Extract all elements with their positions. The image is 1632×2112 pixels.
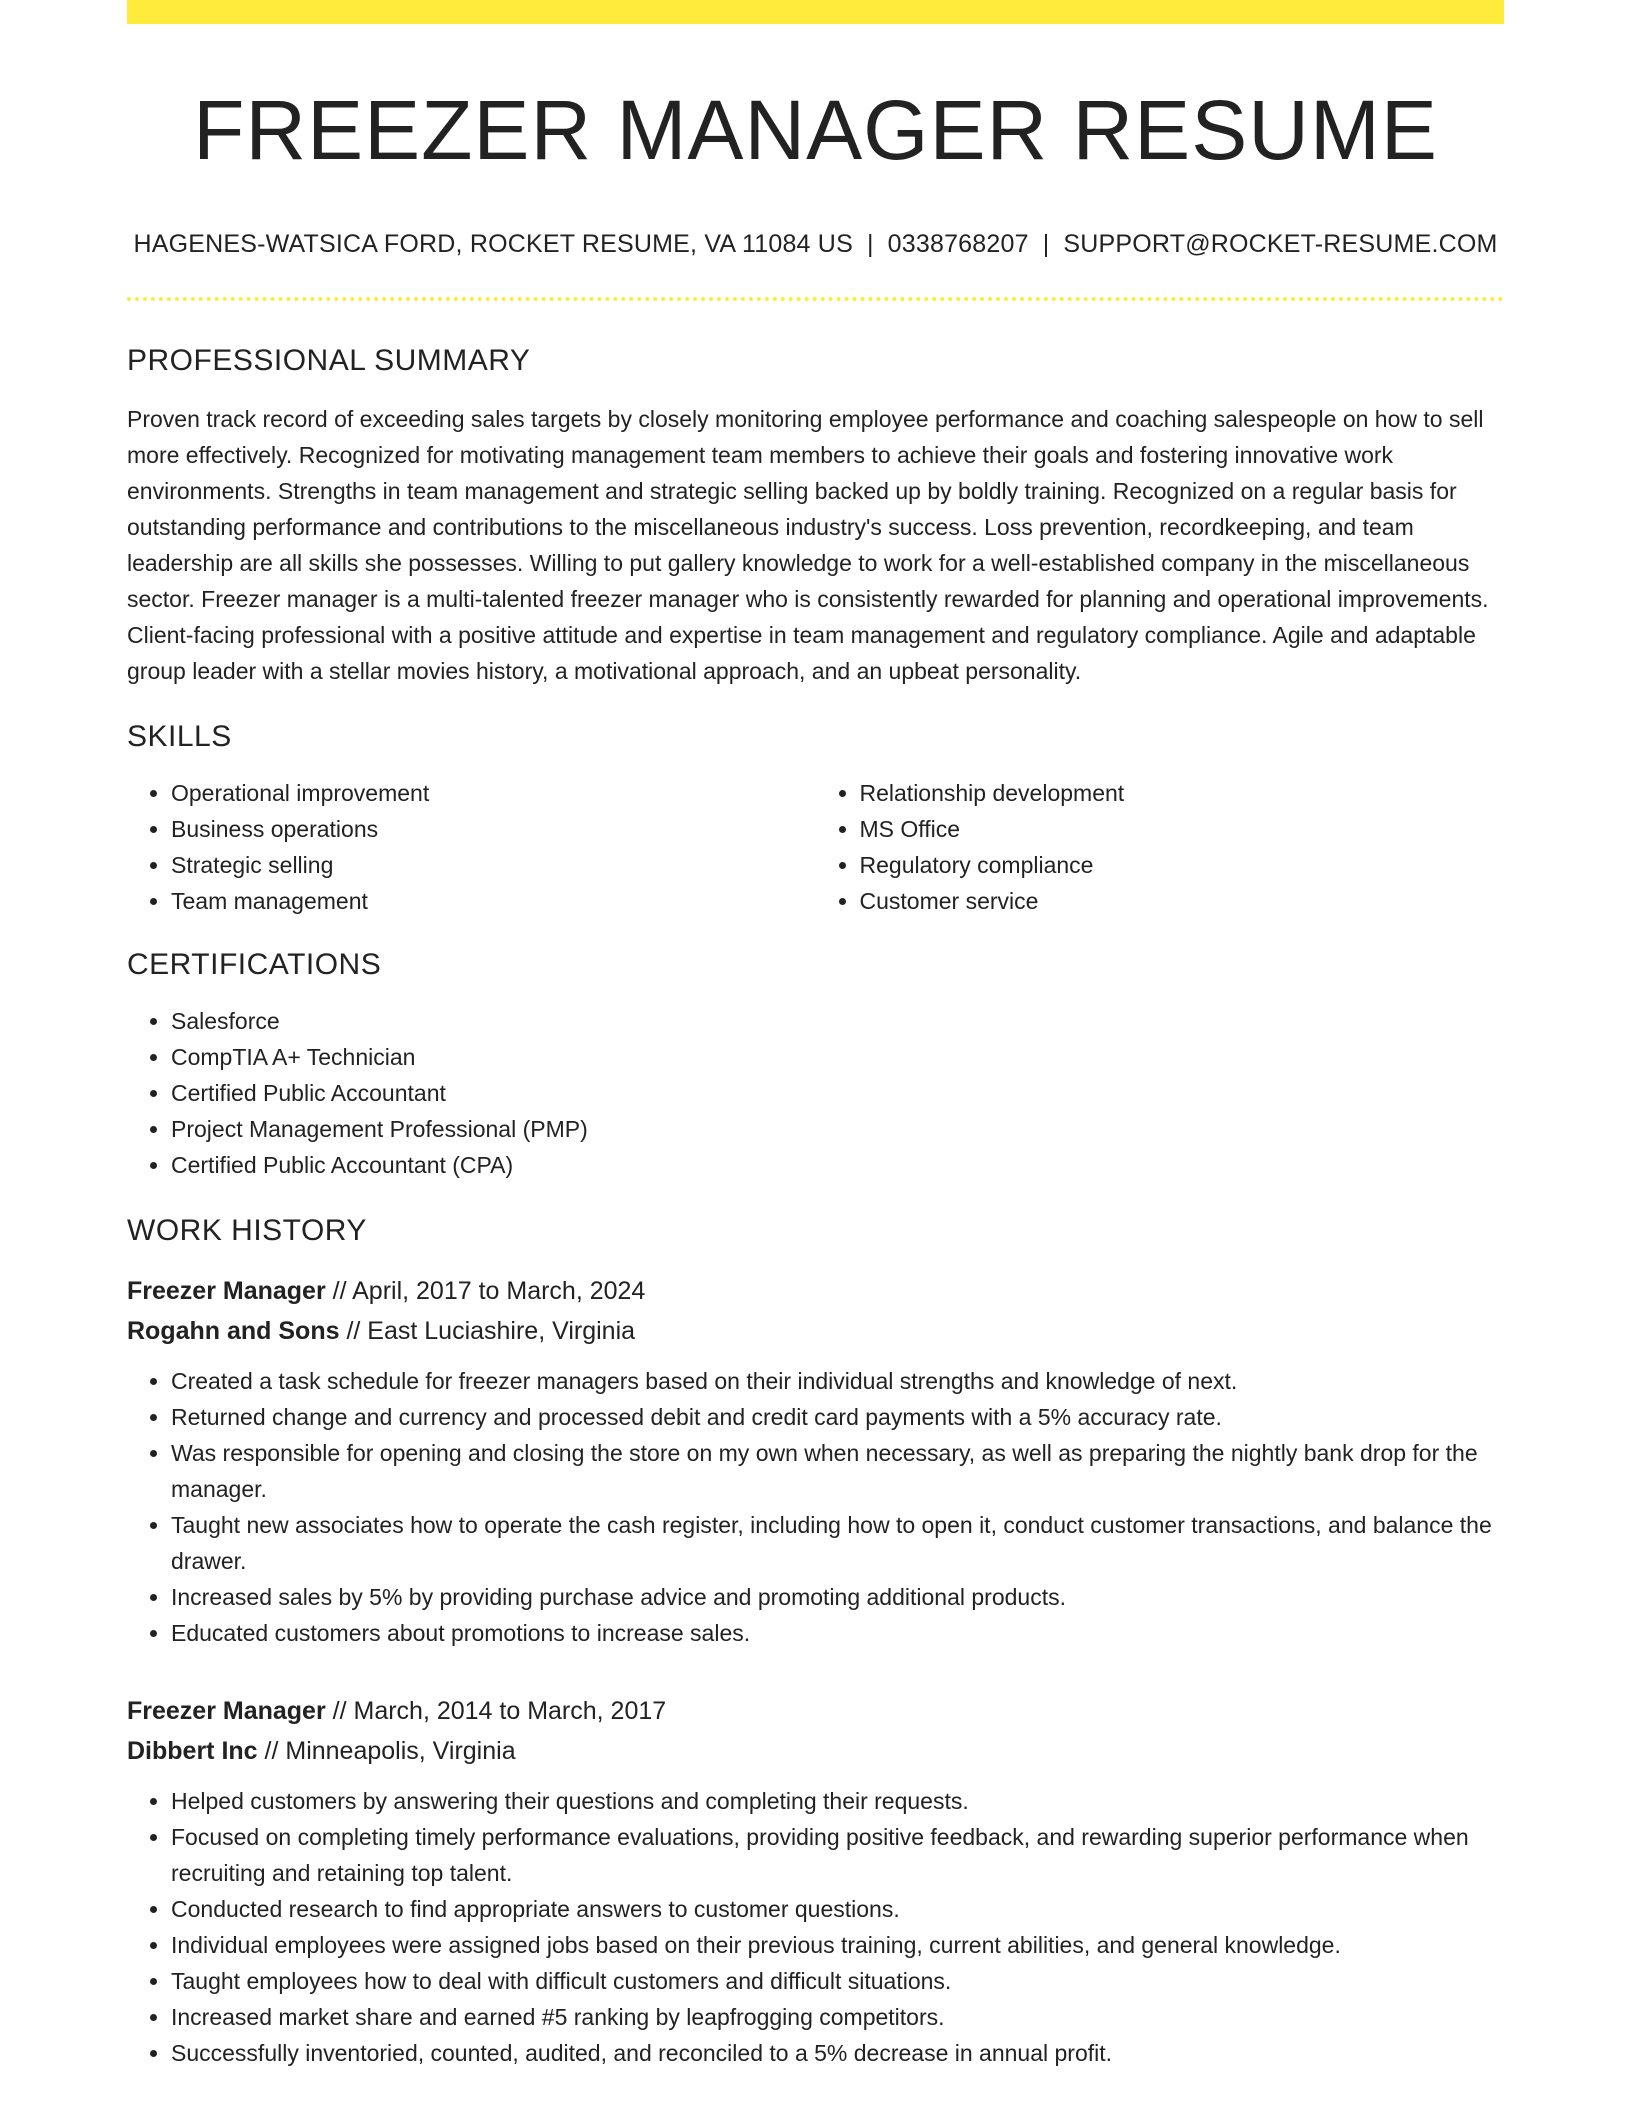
job-bullet: • Taught employees how to deal with difficult customers and difficult situations. xyxy=(171,1963,1504,1999)
certification-item: • Certified Public Accountant xyxy=(171,1075,1504,1111)
contact-address: HAGENES-WATSICA FORD, ROCKET RESUME, VA 11084 US xyxy=(133,229,853,258)
skills-list-right xyxy=(816,775,1505,919)
contact-line xyxy=(127,229,1504,259)
top-accent-bar xyxy=(127,0,1504,24)
contact-email: SUPPORT@ROCKET-RESUME.COM xyxy=(1063,229,1498,258)
skill-item: • Team management xyxy=(171,883,816,919)
job-title: Freezer Manager xyxy=(127,1696,326,1725)
resume-page xyxy=(127,0,1504,2071)
job-bullet: • Focused on completing timely performance evaluations, providing positive feedback, and rewarding superior performance when recruiting and retaining top talent. xyxy=(171,1819,1504,1891)
job-bullet: • Educated customers about promotions to increase sales. xyxy=(171,1615,1504,1651)
contact-separator: | xyxy=(866,229,874,258)
summary-heading: PROFESSIONAL SUMMARY xyxy=(127,343,531,377)
job-bullet: • Increased sales by 5% by providing purchase advice and promoting additional products. xyxy=(171,1579,1504,1615)
skill-item: • Relationship development xyxy=(860,775,1505,811)
job-bullet: • Helped customers by answering their questions and completing their requests. xyxy=(171,1783,1504,1819)
job-location: // Minneapolis, Virginia xyxy=(264,1736,516,1765)
skills-heading: SKILLS xyxy=(127,719,232,753)
job-entry xyxy=(127,1271,1504,1651)
dotted-divider xyxy=(127,297,1504,301)
skill-item: • Business operations xyxy=(171,811,816,847)
certification-item: • CompTIA A+ Technician xyxy=(171,1039,1504,1075)
certification-item: • Salesforce xyxy=(171,1003,1504,1039)
job-company-line xyxy=(127,1731,1504,1771)
job-title: Freezer Manager xyxy=(127,1276,326,1305)
certification-item: • Project Management Professional (PMP) xyxy=(171,1111,1504,1147)
resume-title: FREEZER MANAGER RESUME xyxy=(193,83,1438,177)
job-bullets xyxy=(127,1363,1504,1651)
job-bullet: • Was responsible for opening and closing the store on my own when necessary, as well as preparing the nightly bank drop for the manager. xyxy=(171,1435,1504,1507)
job-company: Rogahn and Sons xyxy=(127,1316,340,1345)
job-bullet: • Created a task schedule for freezer managers based on their individual strengths and knowledge of next. xyxy=(171,1363,1504,1399)
skill-item: • Regulatory compliance xyxy=(860,847,1505,883)
job-entry xyxy=(127,1691,1504,2071)
skills-list-left xyxy=(127,775,816,919)
summary-text: Proven track record of exceeding sales targets by closely monitoring employee performance and coaching salespeople on how to sell more effectively. Recognized for motivating management team members to achieve their goals and fostering innovative work environments. Strengths in team management and strategic selling backed up by boldly training. Recognized on a regular basis for outstanding performance and contributions to the miscellaneous industry's success. Loss prevention, recordkeeping, and team leadership are all skills she possesses. Willing to put gallery knowledge to work for a well-established company in the miscellaneous sector. Freezer manager is a multi-talented freezer manager who is consistently rewarded for planning and operational improvements. Client-facing professional with a positive attitude and expertise in team management and regulatory compliance. Agile and adaptable group leader with a stellar movies history, a motivational approach, and an upbeat personality. xyxy=(127,405,1489,684)
job-bullet: • Taught new associates how to operate the cash register, including how to open it, conduct customer transactions, and balance the drawer. xyxy=(171,1507,1504,1579)
skill-item: • Strategic selling xyxy=(171,847,816,883)
certifications-heading: CERTIFICATIONS xyxy=(127,947,382,981)
job-company: Dibbert Inc xyxy=(127,1736,258,1765)
certification-item: • Certified Public Accountant (CPA) xyxy=(171,1147,1504,1183)
work-history-heading: WORK HISTORY xyxy=(127,1213,367,1247)
job-bullet: • Conducted research to find appropriate answers to customer questions. xyxy=(171,1891,1504,1927)
job-company-line xyxy=(127,1311,1504,1351)
skill-item: • MS Office xyxy=(860,811,1505,847)
skill-item: • Operational improvement xyxy=(171,775,816,811)
job-title-line xyxy=(127,1691,1504,1731)
job-dates: // April, 2017 to March, 2024 xyxy=(332,1276,646,1305)
job-bullet: • Individual employees were assigned jobs based on their previous training, current abilities, and general knowledge. xyxy=(171,1927,1504,1963)
job-bullets xyxy=(127,1783,1504,2071)
job-dates: // March, 2014 to March, 2017 xyxy=(332,1696,667,1725)
contact-separator: | xyxy=(1042,229,1050,258)
certifications-list xyxy=(127,1003,1504,1183)
job-bullet: • Increased market share and earned #5 ranking by leapfrogging competitors. xyxy=(171,1999,1504,2035)
contact-phone: 0338768207 xyxy=(887,229,1029,258)
job-title-line xyxy=(127,1271,1504,1311)
job-bullet: • Successfully inventoried, counted, audited, and reconciled to a 5% decrease in annual profit. xyxy=(171,2035,1504,2071)
skill-item: • Customer service xyxy=(860,883,1505,919)
job-location: // East Luciashire, Virginia xyxy=(346,1316,636,1345)
job-bullet: • Returned change and currency and processed debit and credit card payments with a 5% accuracy rate. xyxy=(171,1399,1504,1435)
skills-columns xyxy=(127,775,1504,919)
